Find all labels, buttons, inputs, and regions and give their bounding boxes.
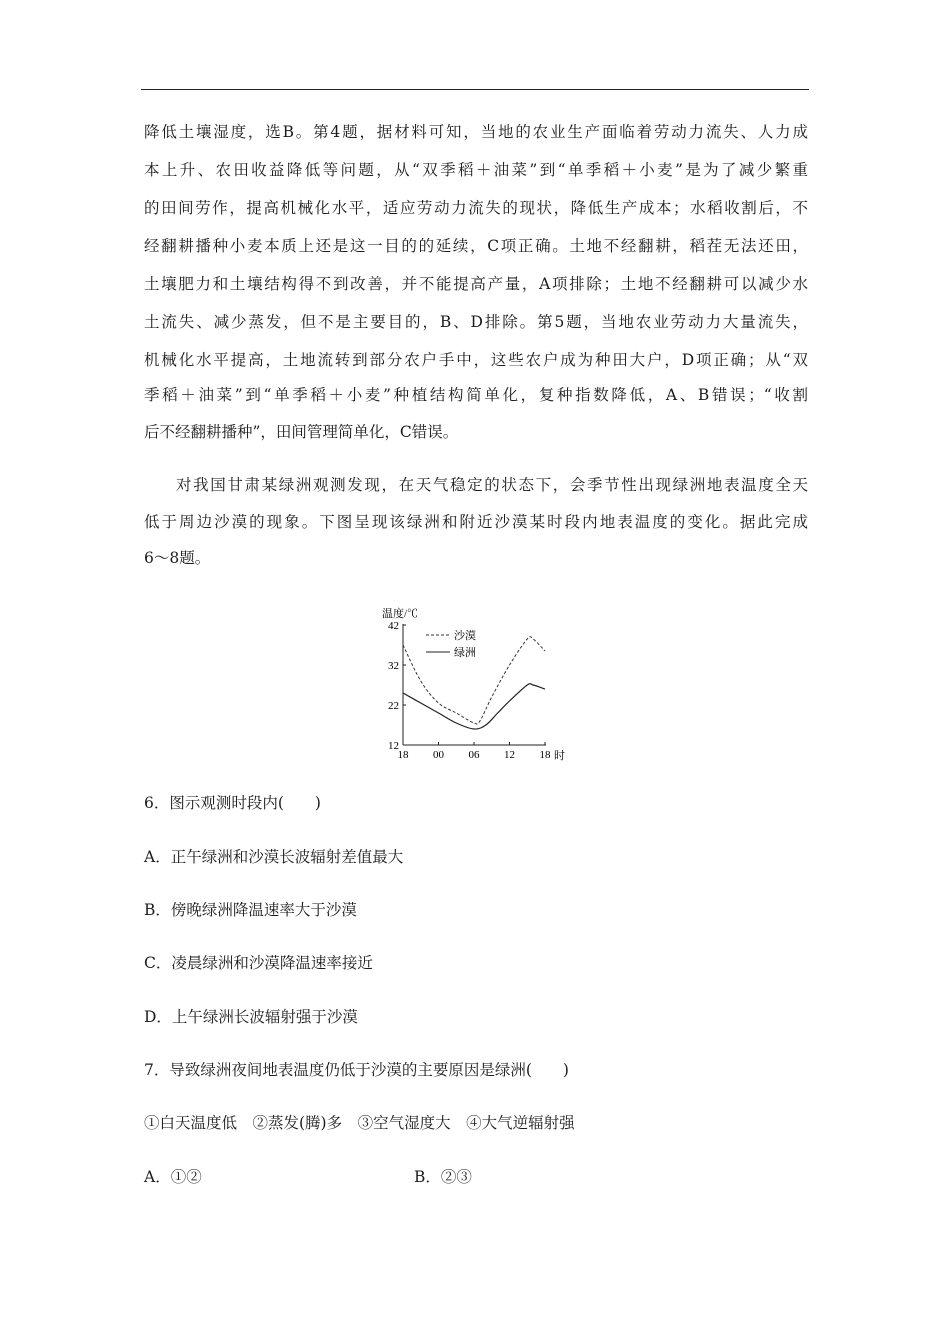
y-axis-label: 温度/℃ <box>382 608 419 620</box>
question-stem: 7．导致绿洲夜间地表温度仍低于沙漠的主要原因是绿洲( ) <box>144 1061 569 1079</box>
text-line: 机械化水平提高，土地流转到部分农户手中，这些农户成为种田大户，D项正确；从“双 <box>144 351 808 369</box>
text-line: 后不经翻耕播种”，田间管理简单化，C错误。 <box>144 423 459 441</box>
text-line: 低于周边沙漠的现象。下图呈现该绿洲和附近沙漠某时段内地表温度的变化。据此完成 <box>144 513 808 531</box>
text-line: 对我国甘肃某绿洲观测发现，在天气稳定的状态下，会季节性出现绿洲地表温度全天 <box>176 476 808 494</box>
text-line: 的田间劳作，提高机械化水平，适应劳动力流失的现状，降低生产成本；水稻收割后，不 <box>144 199 808 217</box>
y-tick-label: 12 <box>388 740 399 752</box>
y-tick-label: 32 <box>388 660 399 672</box>
y-tick-label: 42 <box>388 620 399 632</box>
text-line: 本上升、农田收益降低等问题，从“双季稻＋油菜”到“单季稻＋小麦”是为了减少繁重 <box>144 161 808 179</box>
text-line: 降低土壤湿度，选B。第4题，据材料可知，当地的农业生产面临着劳动力流失、人力成 <box>144 123 808 141</box>
x-tick-label: 18 <box>397 749 409 761</box>
question-stem: 6．图示观测时段内( ) <box>144 794 321 812</box>
option-b: B．傍晚绿洲降温速率大于沙漠 <box>144 901 357 919</box>
y-tick-label: 22 <box>388 700 399 712</box>
x-tick-label: 06 <box>468 749 480 761</box>
x-axis-unit: 时 <box>554 750 565 762</box>
x-tick-label: 12 <box>504 749 515 761</box>
option-c: C．凌晨绿洲和沙漠降温速率接近 <box>144 954 373 972</box>
text-line: 季稻＋油菜”到“单季稻＋小麦”种植结构简单化，复种指数降低，A、B错误；“收割 <box>144 386 808 404</box>
option-a: A．①② <box>144 1168 202 1186</box>
option-b: B．②③ <box>414 1168 472 1186</box>
text-line: 土壤肥力和土壤结构得不到改善，并不能提高产量，A项排除；土地不经翻耕可以减少水 <box>144 275 808 293</box>
legend-label-oasis: 绿洲 <box>454 647 476 659</box>
x-tick-label: 00 <box>433 749 444 761</box>
text-line: 经翻耕播种小麦本质上还是这一目的的延续，C项正确。土地不经翻耕，稻茬无法还田， <box>144 237 808 255</box>
text-line: 6～8题。 <box>144 549 211 567</box>
header-rule <box>141 89 809 90</box>
text-line: 土流失、减少蒸发，但不是主要目的，B、D排除。第5题，当地农业劳动力大量流失， <box>144 313 808 331</box>
temperature-chart <box>370 600 570 765</box>
option-a: A．正午绿洲和沙漠长波辐射差值最大 <box>144 848 404 866</box>
series-line-oasis <box>403 684 545 729</box>
question-items: ①白天温度低 ②蒸发(腾)多 ③空气湿度大 ④大气逆辐射强 <box>144 1114 575 1132</box>
legend-label-desert: 沙漠 <box>454 630 476 642</box>
x-tick-label: 18 <box>539 749 551 761</box>
option-d: D．上午绿洲长波辐射强于沙漠 <box>144 1008 358 1026</box>
